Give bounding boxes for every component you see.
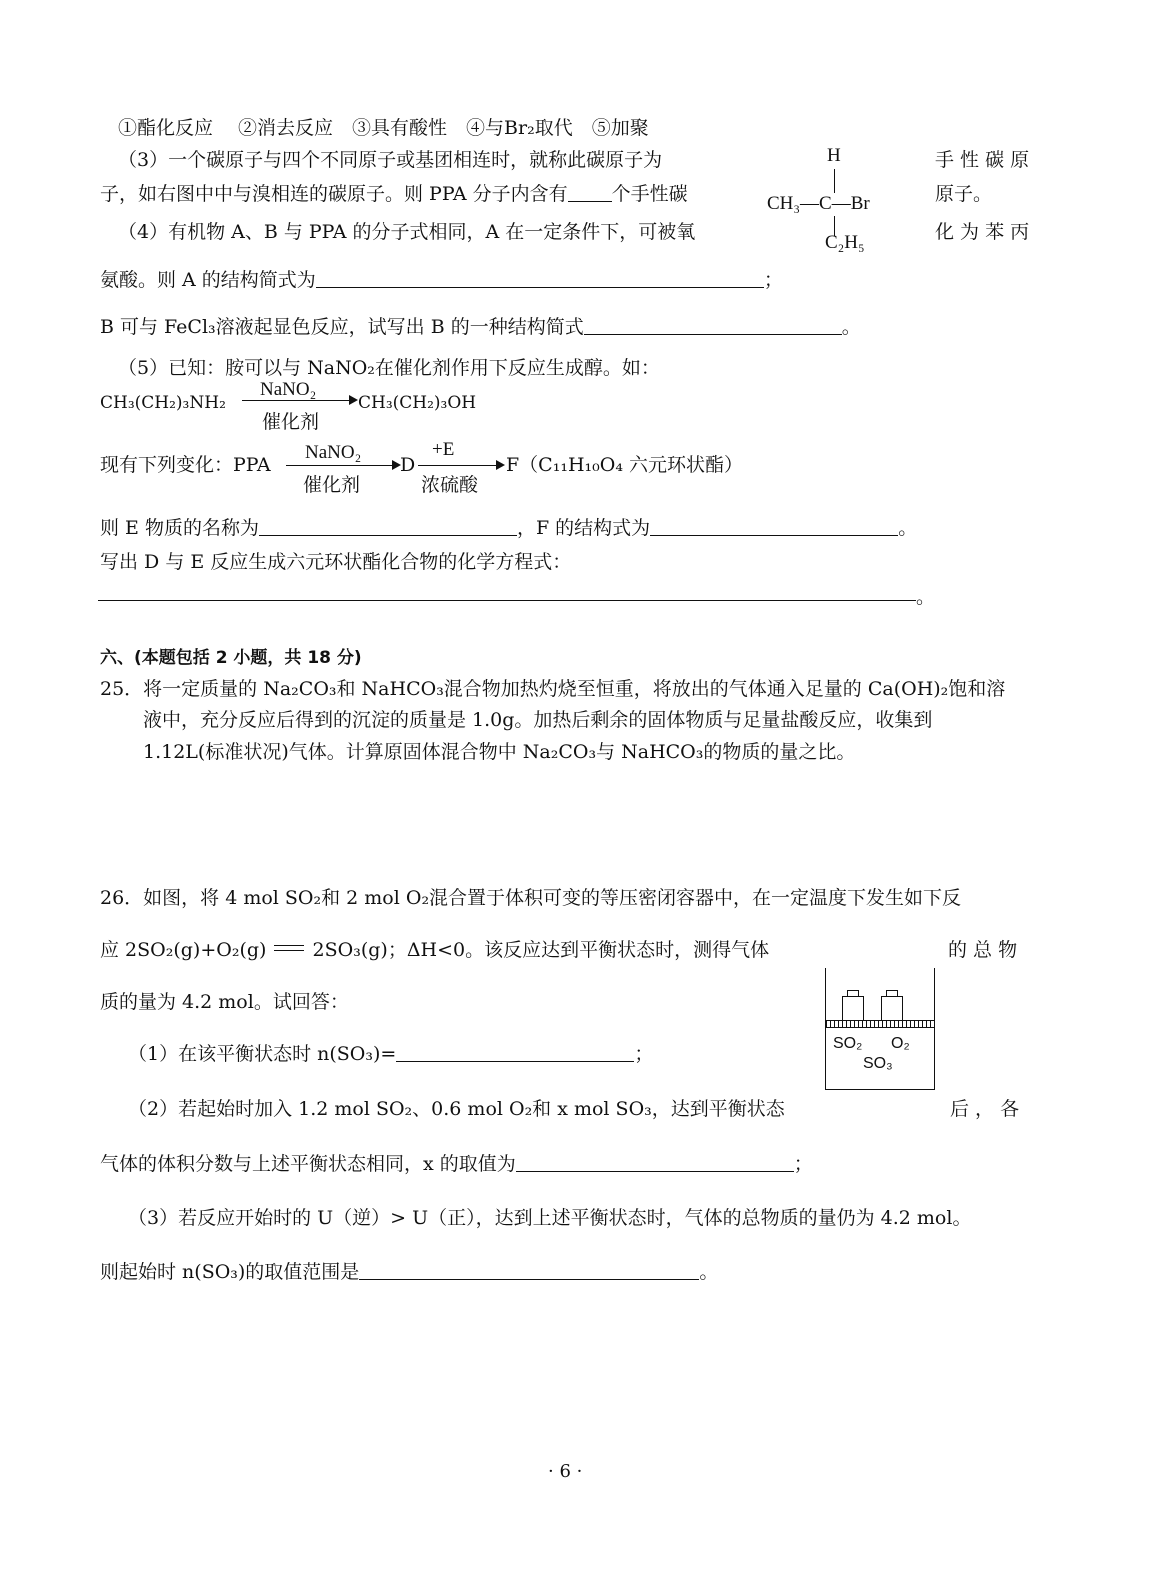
fig-o2: O₂	[891, 1035, 910, 1052]
chain-prefix: 现有下列变化：PPA	[100, 454, 271, 476]
q24-p4-line2-label: 氨酸。则 A 的结构简式为	[100, 269, 316, 291]
chain-end: F（C₁₁H₁₀O₄ 六元环状酯）	[506, 454, 743, 476]
q25-line1: 25．将一定质量的 Na₂CO₃和 NaHCO₃混合物加热灼烧至恒重，将放出的气体通入足量的 Ca(OH)₂饱和溶	[100, 678, 1006, 700]
section6-heading: 六、(本题包括 2 小题，共 18 分)	[100, 648, 362, 668]
weight-left	[842, 996, 864, 1021]
chiral-count-blank[interactable]	[568, 183, 612, 202]
q26-q3b-label: 则起始时 n(SO₃)的取值范围是	[100, 1261, 360, 1283]
arrow-head-icon	[349, 395, 358, 405]
page-number: · 6 ·	[548, 1461, 583, 1482]
mol-h: H	[827, 145, 841, 166]
f-structure-blank[interactable]	[650, 517, 898, 536]
range-blank[interactable]	[359, 1261, 699, 1280]
q24-p4-line3-label: B 可与 FeCl₃溶液起显色反应，试写出 B 的一种结构简式	[100, 316, 584, 338]
q26-line1: 26．如图，将 4 mol SO₂和 2 mol O₂混合置于体积可变的等压密闭容器中，在一定温度下发生如下反	[100, 887, 962, 909]
q25-line2: 液中，充分反应后得到的沉淀的质量是 1.0g。加热后剩余的固体物质与足量盐酸反应，收集到	[143, 709, 933, 731]
b-structure-blank[interactable]	[584, 316, 842, 335]
mol-c2h5: C₂H₅	[825, 232, 865, 253]
q26-line2b: 2SO₃(g)；ΔH<0。该反应达到平衡状态时，测得气体	[312, 939, 770, 961]
eq-example-arrow	[242, 400, 350, 401]
chain-bottom1: 催化剂	[303, 475, 361, 496]
q24-p3-line2b: 个手性碳	[611, 183, 688, 205]
q26-q1	[128, 1042, 653, 1066]
q24-p5-q2-end: 。	[916, 586, 936, 608]
q24-options: ①酯化反应 ②消去反应 ③具有酸性 ④与Br₂取代 ⑤加聚	[118, 117, 649, 139]
e-name-blank[interactable]	[259, 517, 517, 536]
q26-line2-right: 的 总 物	[948, 939, 1018, 961]
q26-q2-right: 后 ， 各	[950, 1098, 1020, 1120]
q24-p5-q1-end: 。	[898, 517, 918, 539]
q24-p3-line2a: 子，如右图中中与溴相连的碳原子。则 PPA 分子内含有	[100, 183, 568, 205]
q24-p4-right1: 化 为 苯 丙	[935, 221, 1030, 243]
weight-right	[881, 996, 903, 1021]
q24-p3-line2	[100, 182, 688, 206]
q24-p5-q1	[100, 516, 917, 540]
chain-arrow1	[286, 465, 394, 466]
q24-p5-q1b: ，F 的结构式为	[516, 517, 651, 539]
q26-q2b	[100, 1152, 813, 1176]
equation-answer-line[interactable]	[98, 600, 916, 601]
q26-q1-end: ；	[634, 1043, 654, 1065]
fig-so2: SO₂	[833, 1035, 863, 1052]
q24-p5-q1a: 则 E 物质的名称为	[100, 517, 259, 539]
n-so3-blank[interactable]	[396, 1043, 634, 1062]
q26-q2-end: ；	[793, 1153, 813, 1175]
q24-p3-right1: 手 性 碳 原	[935, 149, 1030, 171]
mol-bond-top	[834, 169, 835, 193]
chain-mid: D	[400, 454, 416, 476]
piston	[826, 1020, 934, 1028]
fig-so3: SO₃	[863, 1055, 893, 1072]
a-structure-blank[interactable]	[316, 269, 764, 288]
chain-top2: +E	[432, 439, 455, 460]
q26-q3b	[100, 1260, 718, 1284]
eq-example-top: NaNO₂	[260, 379, 317, 400]
q26-q3a: （3）若反应开始时的 U（逆）> U（正），达到上述平衡状态时，气体的总物质的量仍为 4.2 mol。	[128, 1207, 972, 1229]
arrow-head-icon	[496, 460, 505, 470]
q26-q2b-label: 气体的体积分数与上述平衡状态相同，x 的取值为	[100, 1153, 516, 1175]
q26-q1a: （1）在该平衡状态时 n(SO₃)=	[128, 1043, 397, 1065]
q26-line2a: 应 2SO₂(g)+O₂(g)	[100, 939, 267, 961]
q26-line2	[100, 938, 769, 962]
q26-line3: 质的量为 4.2 mol。试回答：	[100, 991, 349, 1013]
chain-arrow2	[418, 465, 498, 466]
q24-p3-line1: （3）一个碳原子与四个不同原子或基团相连时，就称此碳原子为	[118, 149, 663, 171]
equilibrium-arrow-icon	[272, 944, 306, 954]
q24-p3-right2: 原子。	[935, 183, 993, 205]
q24-p4-line2-end: ；	[763, 269, 783, 291]
q26-q3-end: 。	[699, 1261, 719, 1283]
q26-q2a: （2）若起始时加入 1.2 mol SO₂、0.6 mol O₂和 x mol SO₃，达到平衡状态	[128, 1098, 785, 1120]
eq-example-bottom: 催化剂	[262, 412, 320, 433]
q24-p4-line3-end: 。	[841, 316, 861, 338]
mol-main: CH₃—C—Br	[767, 193, 870, 214]
q24-p4-line2	[100, 268, 783, 292]
q24-p4-line3	[100, 315, 861, 339]
eq-example-left: CH₃(CH₂)₃NH₂	[100, 393, 226, 413]
eq-example-right: CH₃(CH₂)₃OH	[358, 393, 477, 413]
container-figure	[825, 968, 935, 1090]
q25-line3: 1.12L(标准状况)气体。计算原固体混合物中 Na₂CO₃与 NaHCO₃的物质的量之比。	[143, 741, 856, 763]
chain-top1: NaNO₂	[305, 442, 362, 463]
q24-p5-line1: （5）已知：胺可以与 NaNO₂在催化剂作用下反应生成醇。如：	[118, 357, 660, 379]
x-value-blank[interactable]	[516, 1153, 794, 1172]
q24-p5-q2: 写出 D 与 E 反应生成六元环状酯化合物的化学方程式：	[100, 551, 572, 573]
chain-bottom2: 浓硫酸	[421, 475, 479, 496]
q24-p4-line1: （4）有机物 A、B 与 PPA 的分子式相同，A 在一定条件下，可被氧	[118, 221, 696, 243]
